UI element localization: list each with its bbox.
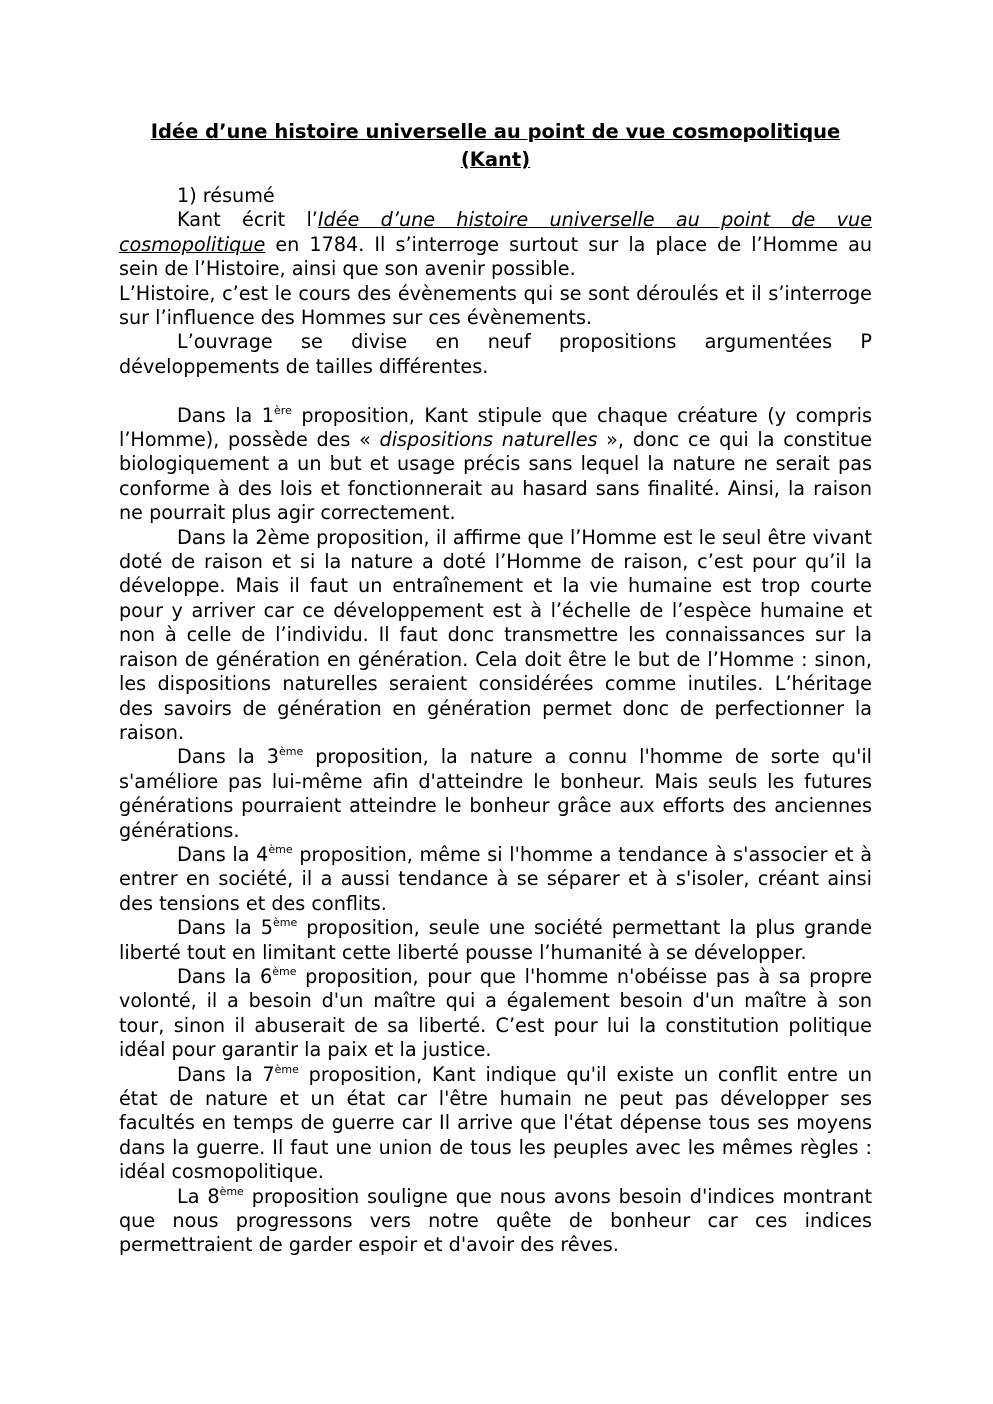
blank-line: [119, 379, 872, 403]
p4-ordinal: ème: [268, 842, 293, 856]
p6-text: proposition, pour que l'homme n'obéisse pas à sa propre volonté, il a besoin d'un maître qui a également besoin d'un maître à son tour, sinon il abuserait de sa liberté. C’est pour lui la constitution politique idéal pour garantir la paix et la justice.: [119, 964, 873, 1062]
p5-ordinal: ème: [273, 916, 298, 930]
proposition-4: [119, 843, 872, 916]
p5-text: proposition, seule une société permettant la plus grande liberté tout en limitant cette liberté pousse l’humanité à se développer.: [119, 916, 873, 964]
intro-paragraph: [119, 208, 872, 281]
p8-text: proposition souligne que nous avons besoin d'indices montrant que nous progressons vers notre quête de bonheur car ces indices permettraient de garder espoir et d'avoir des rêves.: [119, 1184, 872, 1257]
p1-ordinal: ère: [274, 403, 292, 417]
document-title: [119, 118, 872, 174]
proposition-1: [119, 404, 872, 526]
proposition-3: [119, 745, 872, 843]
p8-lead: La 8: [177, 1184, 220, 1208]
intro-after: en 1784. Il s’interroge surtout sur la place de l’Homme au sein de l’Histoire, ainsi que son avenir possible.: [119, 232, 872, 281]
proposition-6: [119, 965, 872, 1063]
p1-text-b: », donc ce qui la constitue biologiquement a un but et usage précis sans lequel la nature ne serait pas conforme à des lois et fonctionnerait au hasard sans finalité. Ainsi, la raison ne pourrait plus agir correctement.: [119, 428, 872, 525]
p3-ordinal: ème: [278, 745, 304, 759]
p7-ordinal: ème: [274, 1062, 299, 1076]
p5-lead: Dans la 5: [177, 916, 273, 940]
p1-text-a: proposition, Kant stipule que chaque créature (y compris l’Homme), possède des «: [119, 403, 872, 452]
p1-italic: dispositions naturelles: [379, 428, 598, 452]
p3-lead: Dans la 3: [177, 745, 279, 769]
structure-paragraph: L’ouvrage se divise en neuf propositions argumentées P développements de tailles différentes.: [119, 330, 872, 378]
proposition-2: Dans la 2ème proposition, il affirme que l’Homme est le seul être vivant doté de raison et si la nature a doté l’Homme de raison, c’est pour qu’il la développe. Mais il faut un entraînement et la vie humaine est trop courte pour y arriver car ce développement est à l’échelle de l’espèce humaine et non à celle de l’individu. Il faut donc transmettre les connaissances sur la raison de génération en génération. Cela doit être le but de l’Homme : sinon, les dispositions naturelles seraient considérées comme inutiles. L’héritage des savoirs de génération en génération permet donc de perfectionner la raison.: [119, 525, 872, 744]
intro-before: Kant écrit l’: [177, 208, 318, 232]
p4-text: proposition, même si l'homme a tendance à s'associer et à entrer en société, il a aussi tendance à se séparer et à s'isoler, créant ainsi des tensions et des conflits.: [119, 842, 872, 915]
p7-lead: Dans la 7: [177, 1062, 275, 1086]
section-heading: 1) résumé: [177, 184, 275, 207]
work-title: Idée d’une histoire universelle au point de vue cosmopolitique: [119, 208, 872, 256]
document-page: [119, 118, 872, 1258]
p8-ordinal: ème: [219, 1184, 244, 1198]
title-line-2: (Kant): [460, 148, 531, 171]
p1-lead: Dans la 1: [177, 403, 275, 427]
p3-text: proposition, la nature a connu l'homme de sorte qu'il s'améliore pas lui-même afin d'atteindre le bonheur. Mais seuls les futures générations pourraient atteindre le bonheur grâce aux efforts des anciennes générations.: [119, 745, 873, 842]
p6-lead: Dans la 6: [177, 964, 273, 988]
proposition-8: [119, 1185, 872, 1258]
proposition-7: [119, 1063, 872, 1185]
proposition-5: [119, 916, 872, 965]
p4-lead: Dans la 4: [177, 842, 269, 866]
definition-paragraph: L’Histoire, c’est le cours des évènements qui se sont déroulés et il s’interroge sur l’influence des Hommes sur ces évènements.: [119, 281, 872, 330]
title-line-1: Idée d’une histoire universelle au point de vue cosmopolitique: [150, 120, 841, 143]
p7-text: proposition, Kant indique qu'il existe un conflit entre un état de nature et un état car l'être humain ne peut pas développer ses facultés en temps de guerre car Il arrive que l'état dépense tous ses moyens dans la guerre. Il faut une union de tous les peuples avec les mêmes règles : idéal cosmopolitique.: [119, 1062, 873, 1184]
p6-ordinal: ème: [272, 964, 297, 978]
